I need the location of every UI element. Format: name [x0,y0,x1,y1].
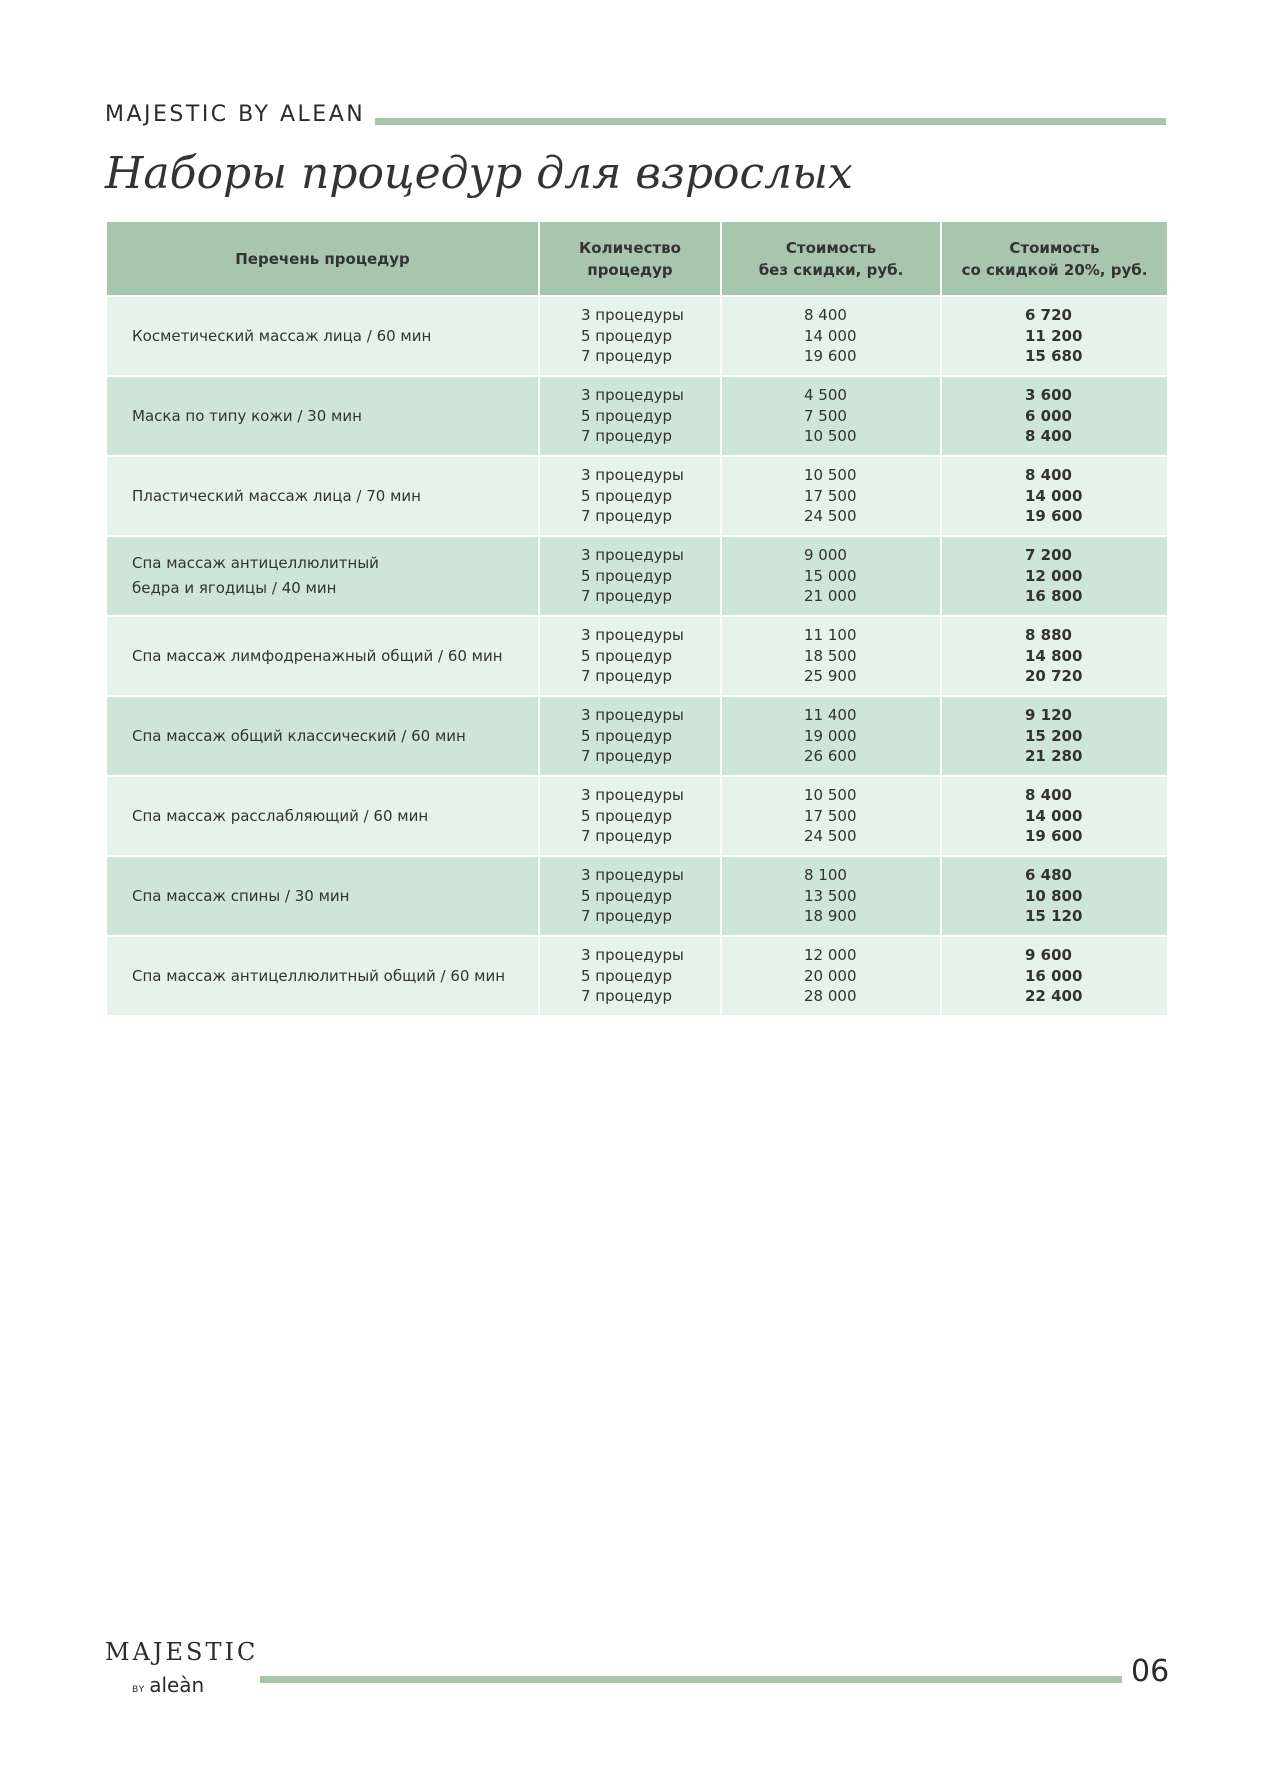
procedure-name-line: Спа массаж лимфодренажный общий / 60 мин [132,646,503,665]
quantity-value: 7 процедур [581,427,673,446]
quantity-value: 3 процедуры [581,546,684,565]
price-value: 18 900 [804,907,857,926]
column-header-quantity: Количество процедур [539,222,721,296]
price-cell [721,856,941,936]
page-title: Наборы процедур для взрослых [105,148,853,199]
price-value: 26 600 [804,747,857,766]
procedure-name-cell [107,856,539,936]
quantity-value: 3 процедуры [581,306,684,325]
quantity-value: 7 процедур [581,827,673,846]
discount-price-cell [941,936,1167,1015]
table-row [107,936,1167,1015]
discount-price-value: 10 800 [1025,886,1083,905]
discount-price-value: 19 600 [1025,507,1083,526]
price-value: 24 500 [804,507,857,526]
brand-header: MAJESTIC BY ALEAN [105,102,366,127]
procedure-name-cell [107,456,539,536]
quantity-cell [539,376,721,456]
procedure-name-line: бедра и ягодицы / 40 мин [132,579,337,597]
price-value: 17 500 [804,806,857,825]
price-value: 15 000 [804,566,857,585]
price-value: 10 500 [804,786,857,805]
discount-price-cell [941,776,1167,856]
discount-price-value: 21 280 [1025,747,1083,766]
price-value: 11 400 [804,706,857,725]
procedure-name-line: Спа массаж антицеллюлитный [132,554,379,572]
procedures-table [107,222,1167,1015]
discount-price-value: 15 200 [1025,726,1083,745]
price-value: 17 500 [804,486,857,505]
price-value: 12 000 [804,946,857,965]
procedure-name-cell [107,616,539,696]
procedure-name-line: Спа массаж спины / 30 мин [132,886,350,905]
price-value: 20 000 [804,966,857,985]
price-value: 21 000 [804,587,857,606]
discount-price-value: 6 000 [1025,406,1072,425]
table-row [107,296,1167,376]
price-cell [721,376,941,456]
discount-price-cell [941,616,1167,696]
discount-price-cell [941,296,1167,376]
quantity-cell [539,296,721,376]
column-header-discount-price: Стоимость со скидкой 20%, руб. [941,222,1167,296]
table-row [107,696,1167,776]
quantity-cell [539,856,721,936]
discount-price-value: 14 000 [1025,806,1083,825]
quantity-value: 7 процедур [581,747,673,766]
quantity-cell [539,536,721,616]
procedure-name-cell [107,376,539,456]
price-value: 8 100 [804,866,847,885]
procedure-name-line: Маска по типу кожи / 30 мин [132,406,362,425]
discount-price-value: 15 680 [1025,347,1083,366]
procedure-name-cell [107,696,539,776]
discount-price-cell [941,456,1167,536]
logo-by: BY [132,1685,146,1695]
page-number: 06 [1131,1654,1170,1689]
price-value: 10 500 [804,427,857,446]
majestic-logo [105,1638,259,1697]
quantity-value: 3 процедуры [581,866,684,885]
discount-price-value: 14 000 [1025,486,1083,505]
procedure-name-line: Спа массаж расслабляющий / 60 мин [132,806,429,825]
quantity-value: 5 процедур [581,646,673,665]
discount-price-value: 19 600 [1025,827,1083,846]
quantity-cell [539,456,721,536]
procedure-name-cell [107,296,539,376]
logo-alean: aleàn [149,1673,205,1697]
quantity-value: 7 процедур [581,987,673,1006]
quantity-cell [539,776,721,856]
discount-price-value: 8 400 [1025,786,1072,805]
price-cell [721,696,941,776]
price-value: 11 100 [804,626,857,645]
quantity-value: 3 процедуры [581,786,684,805]
quantity-value: 7 процедур [581,507,673,526]
discount-price-value: 12 000 [1025,566,1083,585]
logo-wordmark: MAJESTIC [105,1638,259,1666]
header-divider [375,118,1166,125]
quantity-value: 3 процедуры [581,466,684,485]
price-value: 9 000 [804,546,847,565]
column-header-procedures: Перечень процедур [107,222,539,296]
quantity-value: 7 процедур [581,667,673,686]
table-row [107,456,1167,536]
quantity-value: 3 процедуры [581,626,684,645]
price-value: 18 500 [804,646,857,665]
quantity-value: 5 процедур [581,806,673,825]
discount-price-value: 9 600 [1025,946,1072,965]
quantity-value: 3 процедуры [581,706,684,725]
quantity-value: 7 процедур [581,907,673,926]
discount-price-value: 9 120 [1025,706,1072,725]
quantity-cell [539,616,721,696]
quantity-value: 3 процедуры [581,946,684,965]
price-value: 19 000 [804,726,857,745]
discount-price-value: 16 000 [1025,966,1083,985]
quantity-value: 7 процедур [581,347,673,366]
discount-price-value: 11 200 [1025,326,1083,345]
table-row [107,536,1167,616]
discount-price-cell [941,856,1167,936]
quantity-value: 5 процедур [581,726,673,745]
table-row [107,376,1167,456]
discount-price-value: 7 200 [1025,546,1072,565]
price-value: 7 500 [804,406,847,425]
procedure-name-line: Пластический массаж лица / 70 мин [132,486,421,505]
quantity-value: 5 процедур [581,886,673,905]
price-cell [721,536,941,616]
discount-price-cell [941,536,1167,616]
discount-price-value: 6 480 [1025,866,1072,885]
procedure-name-line: Спа массаж антицеллюлитный общий / 60 мин [132,966,506,985]
discount-price-value: 3 600 [1025,386,1072,405]
procedure-name-cell [107,936,539,1015]
price-value: 24 500 [804,827,857,846]
quantity-cell [539,936,721,1015]
price-value: 14 000 [804,326,857,345]
table-row [107,776,1167,856]
column-header-price: Стоимость без скидки, руб. [721,222,941,296]
price-value: 28 000 [804,987,857,1006]
table-row [107,616,1167,696]
logo-subline [132,1673,204,1697]
price-cell [721,616,941,696]
price-cell [721,776,941,856]
price-cell [721,456,941,536]
quantity-value: 5 процедур [581,406,673,425]
discount-price-value: 8 400 [1025,427,1072,446]
price-value: 25 900 [804,667,857,686]
discount-price-value: 20 720 [1025,667,1083,686]
quantity-cell [539,696,721,776]
discount-price-value: 8 400 [1025,466,1072,485]
price-value: 8 400 [804,306,847,325]
procedure-name-cell [107,536,539,616]
price-cell [721,296,941,376]
price-value: 4 500 [804,386,847,405]
discount-price-value: 14 800 [1025,646,1083,665]
price-value: 19 600 [804,347,857,366]
quantity-value: 7 процедур [581,587,673,606]
price-value: 13 500 [804,886,857,905]
procedure-name-line: Спа массаж общий классический / 60 мин [132,726,466,745]
discount-price-value: 15 120 [1025,907,1083,926]
discount-price-cell [941,376,1167,456]
quantity-value: 5 процедур [581,486,673,505]
discount-price-value: 8 880 [1025,626,1072,645]
procedure-name-cell [107,776,539,856]
quantity-value: 3 процедуры [581,386,684,405]
quantity-value: 5 процедур [581,966,673,985]
quantity-value: 5 процедур [581,566,673,585]
discount-price-value: 22 400 [1025,987,1083,1006]
quantity-value: 5 процедур [581,326,673,345]
procedure-name-line: Косметический массаж лица / 60 мин [132,326,432,345]
table-row [107,856,1167,936]
discount-price-cell [941,696,1167,776]
discount-price-value: 16 800 [1025,587,1083,606]
price-cell [721,936,941,1015]
price-value: 10 500 [804,466,857,485]
table-header-row [107,222,1167,296]
footer-divider [260,1676,1122,1683]
discount-price-value: 6 720 [1025,306,1072,325]
